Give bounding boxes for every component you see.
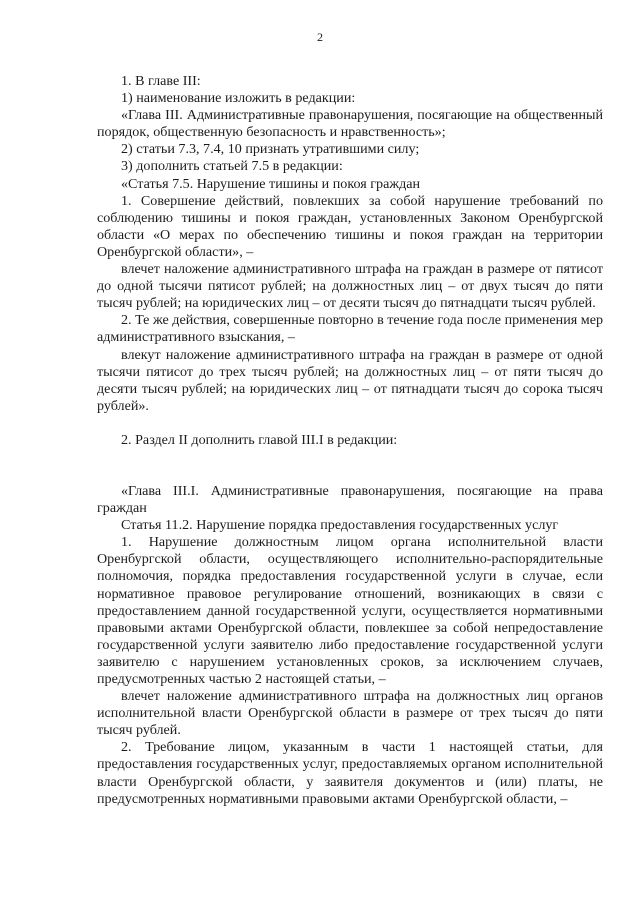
paragraph-section-2-intro: 2. Раздел II дополнить главой III.I в редакции: <box>121 431 398 448</box>
paragraph-chapter-3-title: «Глава III. Административные правонарушения, посягающие на общественный порядок, общественную безопасность и нравственность»; <box>97 107 603 141</box>
paragraph-article-11-2-penalty-1: влечет наложение административного штрафа на должностных лиц органов исполнительной власти Оренбургской области в размере от трех тысяч до пяти тысяч рублей. <box>97 688 603 739</box>
paragraph-article-7-5-penalty-2: влекут наложение административного штрафа на граждан в размере от одной тысячи пятисот до трех тысяч рублей; на должностных лиц – от пяти тысяч до десяти тысяч рублей; на юридических лиц – от пятнадцати тысяч до сорока тысяч рублей». <box>97 346 603 414</box>
paragraph-chapter-3-1-title: «Глава III.I. Административные правонарушения, посягающие на права граждан <box>97 482 603 517</box>
paragraph-item-1: 1) наименование изложить в редакции: <box>121 90 356 107</box>
paragraph-article-7-5-part-2: 2. Те же действия, совершенные повторно в течение года после применения мер административного взыскания, – <box>97 312 603 346</box>
paragraph-item-2: 2) статьи 7.3, 7.4, 10 признать утратившими силу; <box>121 141 420 158</box>
paragraph-article-11-2-title: Статья 11.2. Нарушение порядка предоставления государственных услуг <box>121 517 559 534</box>
paragraph-article-7-5-penalty-1: влечет наложение административного штрафа на граждан в размере от пятисот до одной тысячи пятисот рублей; на должностных лиц – от двух тысяч до пяти тысяч рублей; на юридических лиц – от десяти тысяч до пятнадцати тысяч рублей. <box>97 261 603 312</box>
paragraph-chapter-3-intro: 1. В главе III: <box>121 73 201 89</box>
page-number: 2 <box>317 30 323 44</box>
paragraph-item-3: 3) дополнить статьей 7.5 в редакции: <box>121 158 343 175</box>
paragraph-article-7-5-title: «Статья 7.5. Нарушение тишины и покоя граждан <box>121 175 421 192</box>
paragraph-article-7-5-part-1: 1. Совершение действий, повлекших за собой нарушение требований по соблюдению тишины и покоя граждан, установленных Законом Оренбургской области «О мерах по обеспечению тишины и покоя граждан на территории Оренбургской области», – <box>97 192 603 260</box>
paragraph-article-11-2-part-2: 2. Требование лицом, указанным в части 1 настоящей статьи, для предоставления государственных услуг, предоставляемых органом исполнительной власти Оренбургской области, у заявителя документов и (или) платы, не предусмотренных нормативными правовыми актами Оренбургской области, – <box>97 739 603 807</box>
paragraph-article-11-2-part-1: 1. Нарушение должностным лицом органа исполнительной власти Оренбургской области, осуществляющего исполнительно-распорядительные полномочия, порядка предоставления государственной услуги в случае, если нормативное правовое регулирование отношений, возникающих в связи с предоставлением данной государственной услуги, осуществляется нормативными правовыми актами Оренбургской области, повлекшее за собой непредоставление государственной услуги заявителю либо предоставление государственной услуги заявителю с нарушением установленных сроков, за исключением случаев, предусмотренных частью 2 настоящей статьи, – <box>97 534 603 687</box>
document-body <box>97 73 603 808</box>
